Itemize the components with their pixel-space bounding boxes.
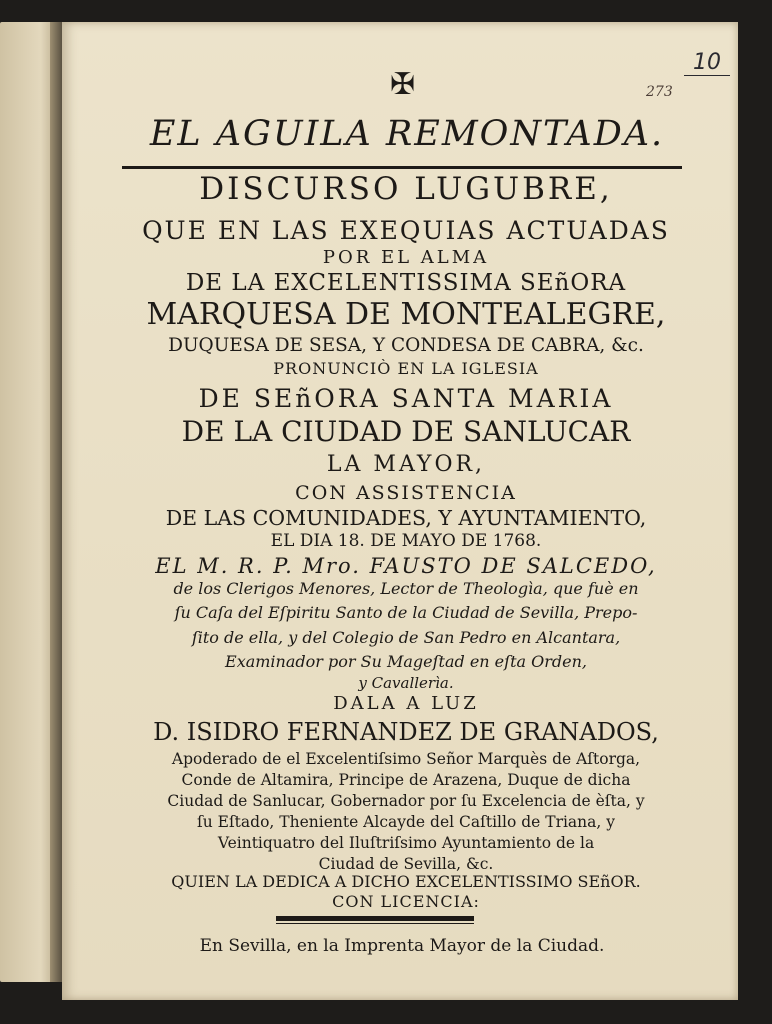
text-line: Veintiquatro del Iluſtriſsimo Ayuntamiento de la <box>217 834 595 852</box>
text-line: DE LAS COMUNIDADES, Y AYUNTAMIENTO, <box>165 506 647 530</box>
text-line: DISCURSO LUGUBRE, <box>199 171 613 207</box>
text-line: MARQUESA DE MONTEALEGRE, <box>146 297 666 332</box>
text-line: Ciudad de Sevilla, &c. <box>318 855 494 873</box>
shelfmark-number: 10 <box>684 50 730 76</box>
book-gutter <box>50 22 62 982</box>
text-line: DE SEñORA SANTA MARIA <box>198 384 614 413</box>
text-line: ſu Caſa del Eſpiritu Santo de la Ciudad de Sevilla, Prepo- <box>174 603 638 622</box>
imprint-line: En Sevilla, en la Imprenta Mayor de la Ciudad. <box>199 936 605 956</box>
text-line: Apoderado de el Excelentiſsimo Señor Marquès de Aſtorga, <box>171 750 641 768</box>
page-title: EL AGUILA REMONTADA. <box>149 114 665 154</box>
text-line: ſu Eſtado, Theniente Alcayde del Caſtillo de Triana, y <box>196 813 616 831</box>
text-line: DUQUESA DE SESA, Y CONDESA DE CABRA, &c. <box>168 335 644 356</box>
licence-line: CON LICENCIA: <box>332 892 480 911</box>
text-line: DE LA CIUDAD DE SANLUCAR <box>181 415 631 448</box>
cross-ornament-icon: ✠ <box>390 67 416 102</box>
title-page <box>62 22 738 1000</box>
dedication-line: QUIEN LA DEDICA A DICHO EXCELENTISSIMO SEñOR. <box>171 872 641 891</box>
text-line: LA MAYOR, <box>326 452 486 477</box>
text-line: y Cavallerìa. <box>358 674 454 692</box>
text-line: POR EL ALMA <box>322 247 490 268</box>
text-line: DALA A LUZ <box>333 693 479 714</box>
author-line: EL M. R. P. Mro. FAUSTO DE SALCEDO, <box>155 554 657 578</box>
text-line: QUE EN LAS EXEQUIAS ACTUADAS <box>142 216 670 245</box>
text-line: CON ASSISTENCIA <box>295 482 517 504</box>
folio-number: 273 <box>646 84 673 100</box>
text-line: Ciudad de Sanlucar, Gobernador por ſu Excelencia de èſta, y <box>167 792 645 810</box>
text-line: PRONUNCIÒ EN LA IGLESIA <box>273 359 539 378</box>
text-line: Conde de Altamira, Principe de Arazena, Duque de dicha <box>181 771 631 789</box>
text-line: Examinador por Su Mageſtad en eſta Orden, <box>225 652 587 671</box>
text-line: DE LA EXCELENTISSIMA SEñORA <box>185 270 627 296</box>
text-line: de los Clerigos Menores, Lector de Theologìa, que fuè en <box>173 579 639 598</box>
imprint-rule <box>276 916 474 921</box>
title-rule <box>122 166 682 169</box>
text-line: EL DIA 18. DE MAYO DE 1768. <box>270 531 542 551</box>
text-line: ſito de ella, y del Colegio de San Pedro en Alcantara, <box>191 628 621 647</box>
dedicator-line: D. ISIDRO FERNANDEZ DE GRANADOS, <box>153 718 659 746</box>
